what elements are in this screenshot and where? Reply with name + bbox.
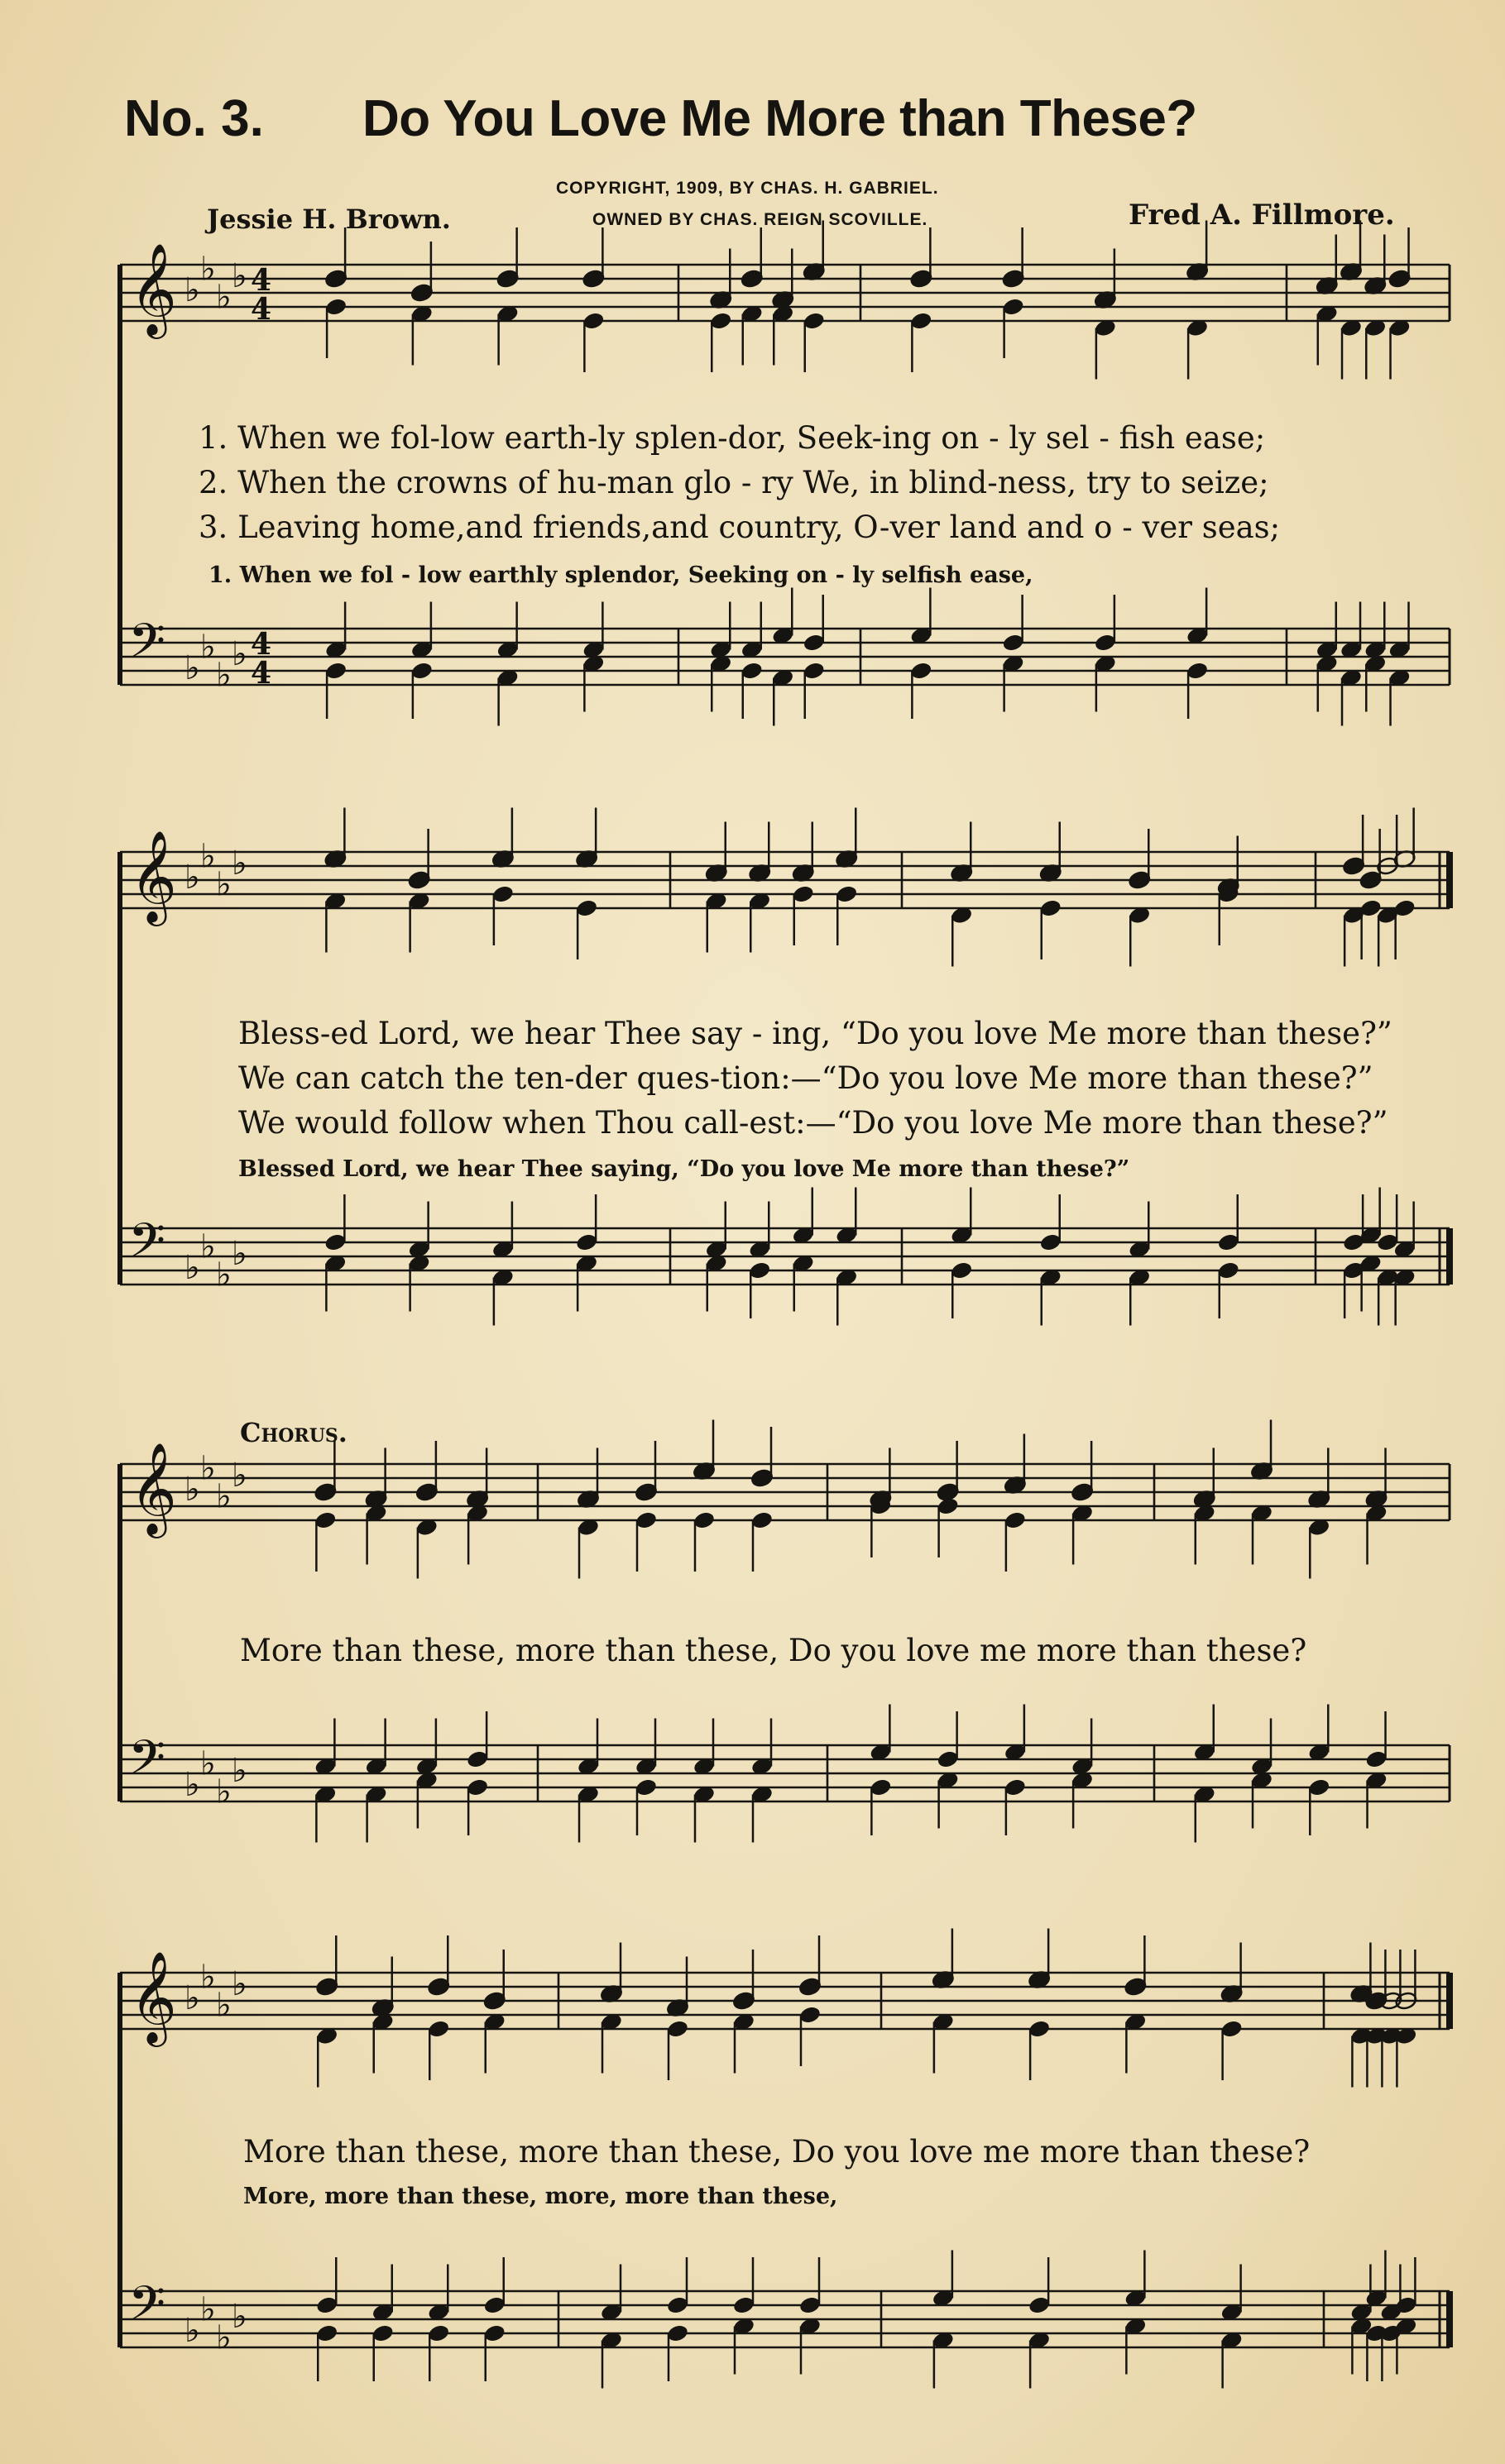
chorus-bass-words-line: More, more than these, more, more than these, [243,2184,838,2209]
refrain-verse-2-line: We can catch the ten-der ques-tion:—“Do you love Me more than these?” [238,1060,1373,1096]
refrain-verse-3-line: We would follow when Thou call-est:—“Do you love Me more than these?” [238,1105,1388,1141]
flat-sign-icon: ♭ [200,1227,216,1266]
treble-clef-icon: 𝄞 [130,1950,177,2043]
flat-sign-icon: ♭ [185,1979,200,2017]
flat-sign-icon: ♭ [200,837,216,876]
chorus-lyric-line-2: More than these, more than these, Do you love me more than these? [243,2134,1311,2170]
hymn-title: Do You Love Me More than These? [362,90,1197,147]
flat-sign-icon: ♭ [200,1449,216,1488]
flat-sign-icon: ♭ [232,1457,247,1495]
ownership-line: OWNED BY CHAS. REIGN SCOVILLE. [592,210,928,229]
flat-sign-icon: ♭ [200,628,216,667]
treble-clef-icon: 𝄞 [130,830,177,922]
flat-sign-icon: ♭ [232,635,247,673]
treble-clef-icon: 𝄞 [130,1442,177,1534]
bass-clef-icon: 𝄢 [128,1730,166,1797]
flat-sign-icon: ♭ [232,844,247,883]
flat-sign-icon: ♭ [185,271,200,309]
time-signature-top: 4 [251,263,272,298]
refrain-bass-words-line: Blessed Lord, we hear Thee saying, “Do you love Me more than these?” [238,1156,1130,1182]
flat-sign-icon: ♭ [200,1744,216,1783]
flat-sign-icon: ♭ [216,1773,232,1811]
chorus-label: Chorus. [240,1417,347,1448]
bass-words-line: 1. When we fol - low earthly splendor, Seeking on - ly selfish ease, [208,562,1033,588]
bass-clef-icon: 𝄢 [128,613,166,681]
composer-credit: Fred A. Fillmore. [1129,199,1395,232]
flat-sign-icon: ♭ [232,1235,247,1273]
flat-sign-icon: ♭ [216,1477,232,1516]
flat-sign-icon: ♭ [185,1249,200,1287]
verse-2-line: 2. When the crowns of hu-man glo - ry We, in blind-ness, try to seize; [199,465,1269,500]
flat-sign-icon: ♭ [232,1965,247,2003]
flat-sign-icon: ♭ [216,1986,232,2025]
flat-sign-icon: ♭ [216,656,232,695]
hymn-number: No. 3. [124,90,264,147]
flat-sign-icon: ♭ [232,2298,247,2336]
refrain-verse-1-line: Bless-ed Lord, we hear Thee say - ing, “Do you love Me more than these?” [238,1016,1392,1051]
chorus-lyric-line-1: More than these, more than these, Do you love me more than these? [240,1633,1307,1668]
flat-sign-icon: ♭ [185,649,200,687]
bass-clef-icon: 𝄢 [128,1213,166,1280]
flat-sign-icon: ♭ [200,250,216,289]
flat-sign-icon: ♭ [216,2318,232,2357]
flat-sign-icon: ♭ [200,1958,216,1997]
treble-clef-icon: 𝄞 [130,242,177,335]
flat-sign-icon: ♭ [216,1256,232,1294]
flat-sign-icon: ♭ [185,1471,200,1509]
flat-sign-icon: ♭ [216,865,232,904]
flat-sign-icon: ♭ [200,2290,216,2329]
verse-1-line: 1. When we fol-low earth-ly splen-dor, Seek-ing on - ly sel - fish ease; [199,420,1266,456]
flat-sign-icon: ♭ [232,1752,247,1790]
verse-3-line: 3. Leaving home,and friends,and country, O-ver land and o - ver seas; [199,510,1281,545]
copyright-line: COPYRIGHT, 1909, BY CHAS. H. GABRIEL. [556,179,939,198]
flat-sign-icon: ♭ [185,2312,200,2350]
flat-sign-icon: ♭ [185,859,200,897]
lyricist-credit: Jessie H. Brown. [207,203,451,235]
time-signature-bottom: 4 [251,656,272,691]
bass-clef-icon: 𝄢 [128,2275,166,2343]
flat-sign-icon: ♭ [232,257,247,295]
flat-sign-icon: ♭ [185,1766,200,1804]
flat-sign-icon: ♭ [216,278,232,317]
time-signature-bottom: 4 [251,292,272,327]
time-signature-top: 4 [251,627,272,662]
